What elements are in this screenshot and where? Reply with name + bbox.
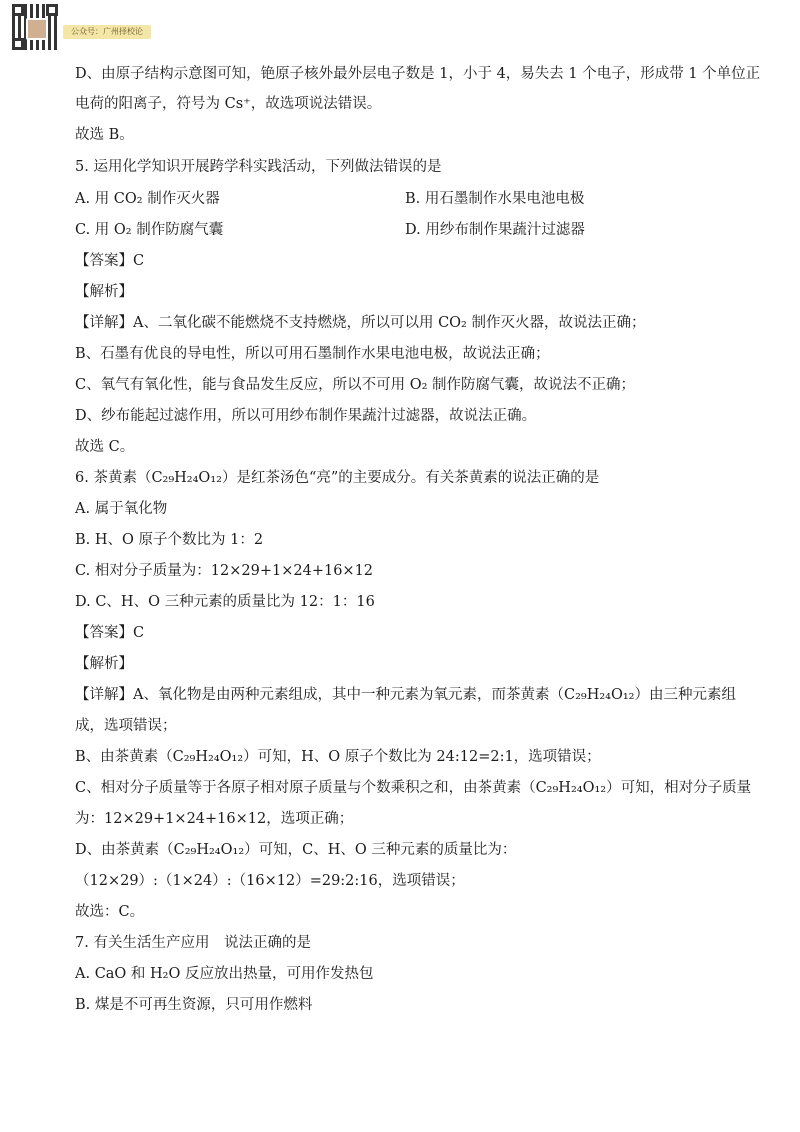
option-a: A. 用 CO₂ 制作灭火器 [75,191,220,207]
explanation-line: D、由茶黄素（C₂₉H₂₄O₁₂）可知，C、H、O 三种元素的质量比为： [75,842,517,858]
avatar-icon [26,18,48,40]
text-line: D、由原子结构示意图可知，铯原子核外最外层电子数是 1，小于 4，易失去 1 个电子，形成带 1 个单位正 [75,66,761,82]
question-7-stem: 7. 有关生活生产应用 说法正确的是 [75,935,311,951]
wechat-banner: 公众号：广州择校论 [63,25,151,39]
explanation-line: B、由茶黄素（C₂₉H₂₄O₁₂）可知，H、O 原子个数比为 24:12=2:1，选项错误； [75,749,601,765]
explanation-line: 【详解】A、二氧化碳不能燃烧不支持燃烧，所以可以用 CO₂ 制作灭火器，故说法正确； [75,315,646,331]
question-5-options-row [75,219,735,241]
option-b: B. H、O 原子个数比为 1：2 [75,532,264,548]
option-c: C. 用 O₂ 制作防腐气囊 [75,222,224,238]
explanation-line: 为：12×29+1×24+16×12，选项正确； [75,811,354,827]
option-b: B. 煤是不可再生资源，只可用作燃料 [75,997,313,1013]
explanation-line: 成，选项错误； [75,718,177,734]
document-body [75,63,761,1016]
option-a: A. 属于氧化物 [75,501,168,517]
explanation-line: 【详解】A、氧化物是由两种元素组成，其中一种元素为氧元素，而茶黄素（C₂₉H₂₄O₁₂）由三种元素组 [75,687,736,703]
qr-code [12,4,58,50]
conclusion-line: 故选：C。 [75,904,145,920]
qr-corner [46,4,58,16]
explanation-line: C、氧气有氧化性，能与食品发生反应，所以不可用 O₂ 制作防腐气囊，故说法不正确； [75,377,636,393]
qr-corner [12,38,24,50]
analysis-label: 【解析】 [75,656,133,672]
analysis-label: 【解析】 [75,284,133,300]
question-6-stem: 6. 茶黄素（C₂₉H₂₄O₁₂）是红茶汤色“亮”的主要成分。有关茶黄素的说法正确的是 [75,470,600,486]
option-c: C. 相对分子质量为：12×29+1×24+16×12 [75,563,374,579]
explanation-line: B、石墨有优良的导电性，所以可用石墨制作水果电池电极，故说法正确； [75,346,550,362]
qr-corner [12,4,24,16]
option-a: A. CaO 和 H₂O 反应放出热量，可用作发热包 [75,966,374,982]
answer-label: 【答案】C [75,625,145,641]
option-b: B. 用石墨制作水果电池电极 [405,191,585,207]
option-d: D. 用纱布制作果蔬汁过滤器 [405,222,585,238]
question-5-stem: 5. 运用化学知识开展跨学科实践活动，下列做法错误的是 [75,159,442,175]
explanation-line: （12×29）:（1×24）:（16×12）=29:2:16，选项错误； [75,873,465,889]
explanation-line: C、相对分子质量等于各原子相对原子质量与个数乘积之和，由茶黄素（C₂₉H₂₄O₁₂）可知，相对分子质量 [75,780,752,796]
text-line: 电荷的阳离子，符号为 Cs⁺，故选项说法错误。 [75,96,382,112]
answer-label: 【答案】C [75,253,145,269]
explanation-line: D、纱布能起过滤作用，所以可用纱布制作果蔬汁过滤器，故说法正确。 [75,408,537,424]
conclusion-line: 故选 C。 [75,439,135,455]
text-line: 故选 B。 [75,127,134,143]
question-5-options-row [75,188,735,210]
option-d: D. C、H、O 三种元素的质量比为 12：1：16 [75,594,375,610]
